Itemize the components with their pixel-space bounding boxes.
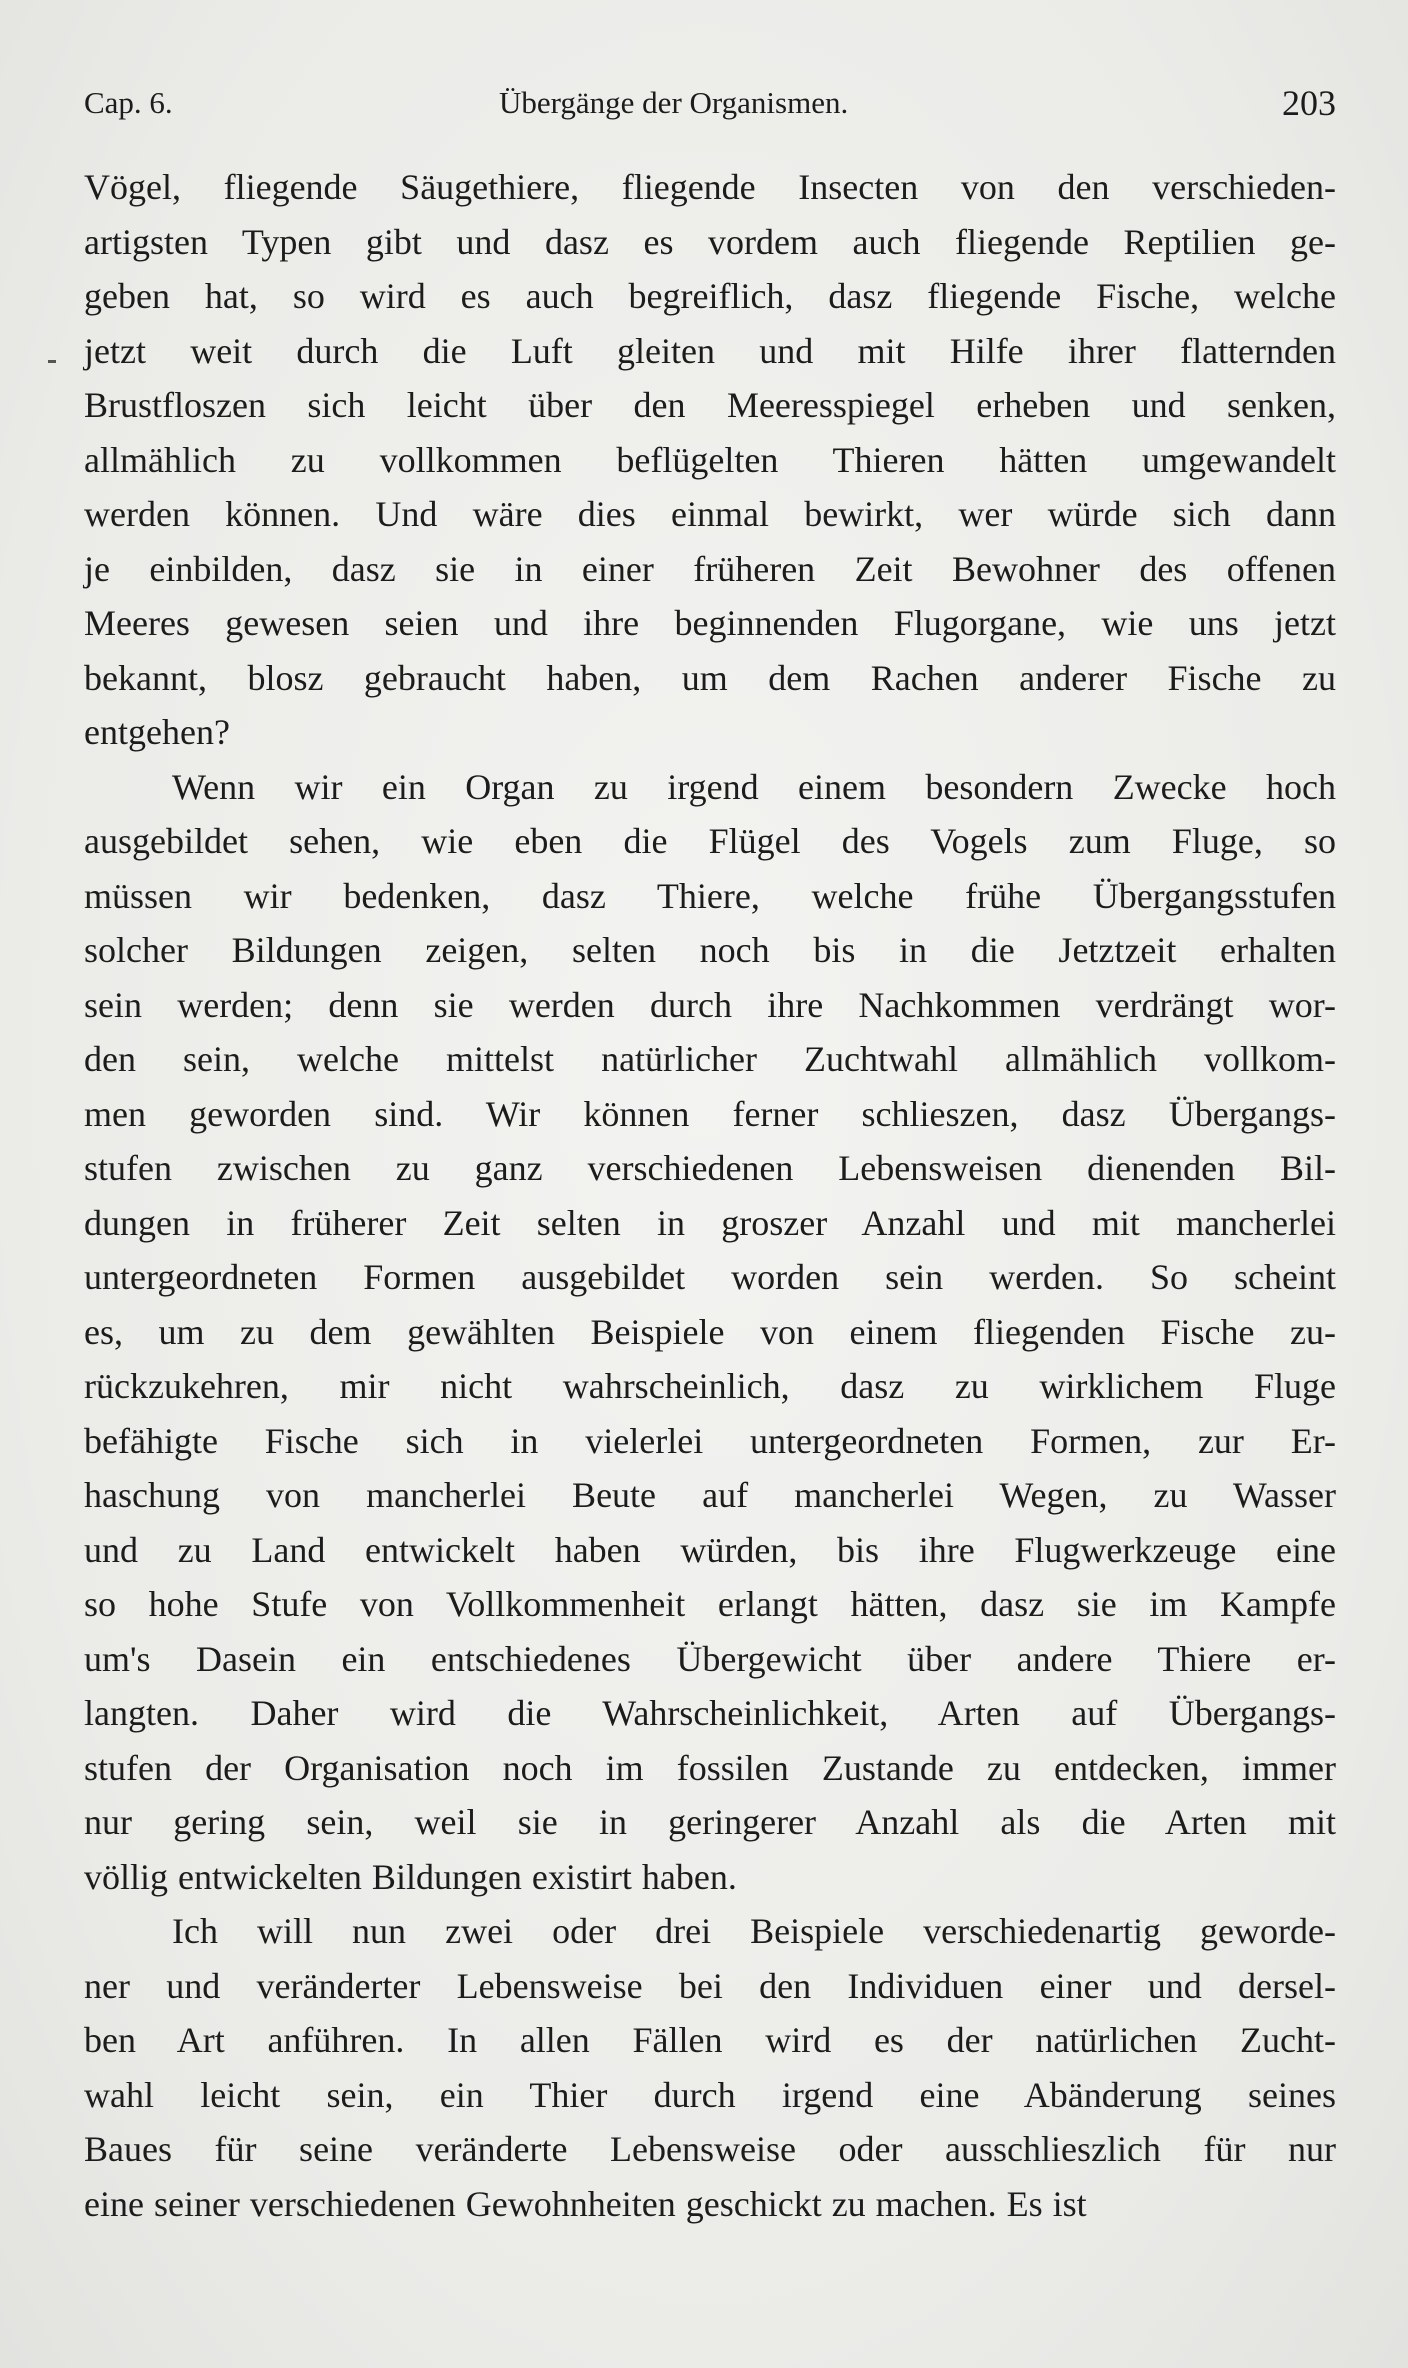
- text-line: müssen wir bedenken, dasz Thiere, welche frühe Übergangsstufen: [84, 875, 1336, 916]
- text-line: ben Art anführen. In allen Fällen wird es der natürlichen Zucht-: [84, 2020, 1336, 2060]
- paragraph: [84, 1904, 1336, 2231]
- text-line: werden können. Und wäre dies einmal bewirkt, wer würde sich dann: [84, 494, 1336, 534]
- body-text: [84, 160, 1336, 2231]
- text-line: bekannt, blosz gebraucht haben, um dem Rachen anderer Fische zu: [84, 657, 1336, 698]
- text-line: Ich will nun zwei oder drei Beispiele verschiedenartig geworde-: [172, 1911, 1336, 1951]
- text-line: stufen zwischen zu ganz verschiedenen Lebensweisen dienenden Bil-: [84, 1148, 1336, 1188]
- text-line: wahl leicht sein, ein Thier durch irgend eine Abänderung seines: [84, 2074, 1336, 2115]
- running-title: Übergänge der Organismen.: [499, 85, 849, 120]
- page-number: 203: [1282, 83, 1336, 123]
- text-line: Baues für seine veränderte Lebensweise oder ausschlieszlich für nur: [84, 2129, 1336, 2169]
- text-line: entgehen?: [84, 712, 230, 752]
- text-line: eine seiner verschiedenen Gewohnheiten geschickt zu machen. Es ist: [84, 2183, 1087, 2224]
- text-line: jetzt weit durch die Luft gleiten und mit Hilfe ihrer flatternden: [84, 330, 1336, 371]
- running-header: [84, 78, 1336, 128]
- text-line: um's Dasein ein entschiedenes Übergewicht über andere Thiere er-: [84, 1638, 1336, 1679]
- text-line: ner und veränderter Lebensweise bei den Individuen einer und dersel-: [84, 1965, 1336, 2006]
- text-line: rückzukehren, mir nicht wahrscheinlich, dasz zu wirklichem Fluge: [84, 1366, 1336, 1406]
- margin-mark: [48, 360, 56, 363]
- text-line: befähigte Fische sich in vielerlei untergeordneten Formen, zur Er-: [84, 1420, 1336, 1461]
- text-line: allmählich zu vollkommen beflügelten Thieren hätten umgewandelt: [84, 439, 1336, 480]
- text-line: langten. Daher wird die Wahrscheinlichkeit, Arten auf Übergangs-: [84, 1693, 1336, 1733]
- text-line: Vögel, fliegende Säugethiere, fliegende Insecten von den verschieden-: [84, 167, 1336, 207]
- text-line: Meeres gewesen seien und ihre beginnenden Flugorgane, wie uns jetzt: [84, 603, 1336, 643]
- text-line: ausgebildet sehen, wie eben die Flügel des Vogels zum Fluge, so: [84, 821, 1336, 861]
- text-line: solcher Bildungen zeigen, selten noch bis in die Jetztzeit erhalten: [84, 930, 1336, 970]
- text-line: es, um zu dem gewählten Beispiele von einem fliegenden Fische zu-: [84, 1311, 1336, 1352]
- text-line: dungen in früherer Zeit selten in groszer Anzahl und mit mancherlei: [84, 1202, 1336, 1243]
- text-line: je einbilden, dasz sie in einer früheren Zeit Bewohner des offenen: [84, 548, 1336, 589]
- chapter-label: Cap. 6.: [84, 85, 173, 120]
- text-line: Wenn wir ein Organ zu irgend einem besondern Zwecke hoch: [172, 766, 1336, 807]
- paragraph: [84, 160, 1336, 760]
- text-line: Brustfloszen sich leicht über den Meeresspiegel erheben und senken,: [84, 385, 1336, 425]
- text-line: sein werden; denn sie werden durch ihre Nachkommen verdrängt wor-: [84, 984, 1336, 1025]
- text-line: haschung von mancherlei Beute auf mancherlei Wegen, zu Wasser: [84, 1475, 1336, 1515]
- text-line: geben hat, so wird es auch begreiflich, dasz fliegende Fische, welche: [84, 276, 1336, 316]
- text-line: völlig entwickelten Bildungen existirt haben.: [84, 1856, 737, 1897]
- text-line: artigsten Typen gibt und dasz es vordem auch fliegende Reptilien ge-: [84, 221, 1336, 262]
- text-line: untergeordneten Formen ausgebildet worden sein werden. So scheint: [84, 1257, 1336, 1297]
- text-line: den sein, welche mittelst natürlicher Zuchtwahl allmählich vollkom-: [84, 1039, 1336, 1079]
- text-line: und zu Land entwickelt haben würden, bis ihre Flugwerkzeuge eine: [84, 1529, 1336, 1570]
- text-line: stufen der Organisation noch im fossilen Zustande zu entdecken, immer: [84, 1747, 1336, 1788]
- paragraph: [84, 760, 1336, 1905]
- text-line: nur gering sein, weil sie in geringerer Anzahl als die Arten mit: [84, 1802, 1336, 1842]
- text-line: so hohe Stufe von Vollkommenheit erlangt hätten, dasz sie im Kampfe: [84, 1584, 1336, 1624]
- text-line: men geworden sind. Wir können ferner schlieszen, dasz Übergangs-: [84, 1093, 1336, 1134]
